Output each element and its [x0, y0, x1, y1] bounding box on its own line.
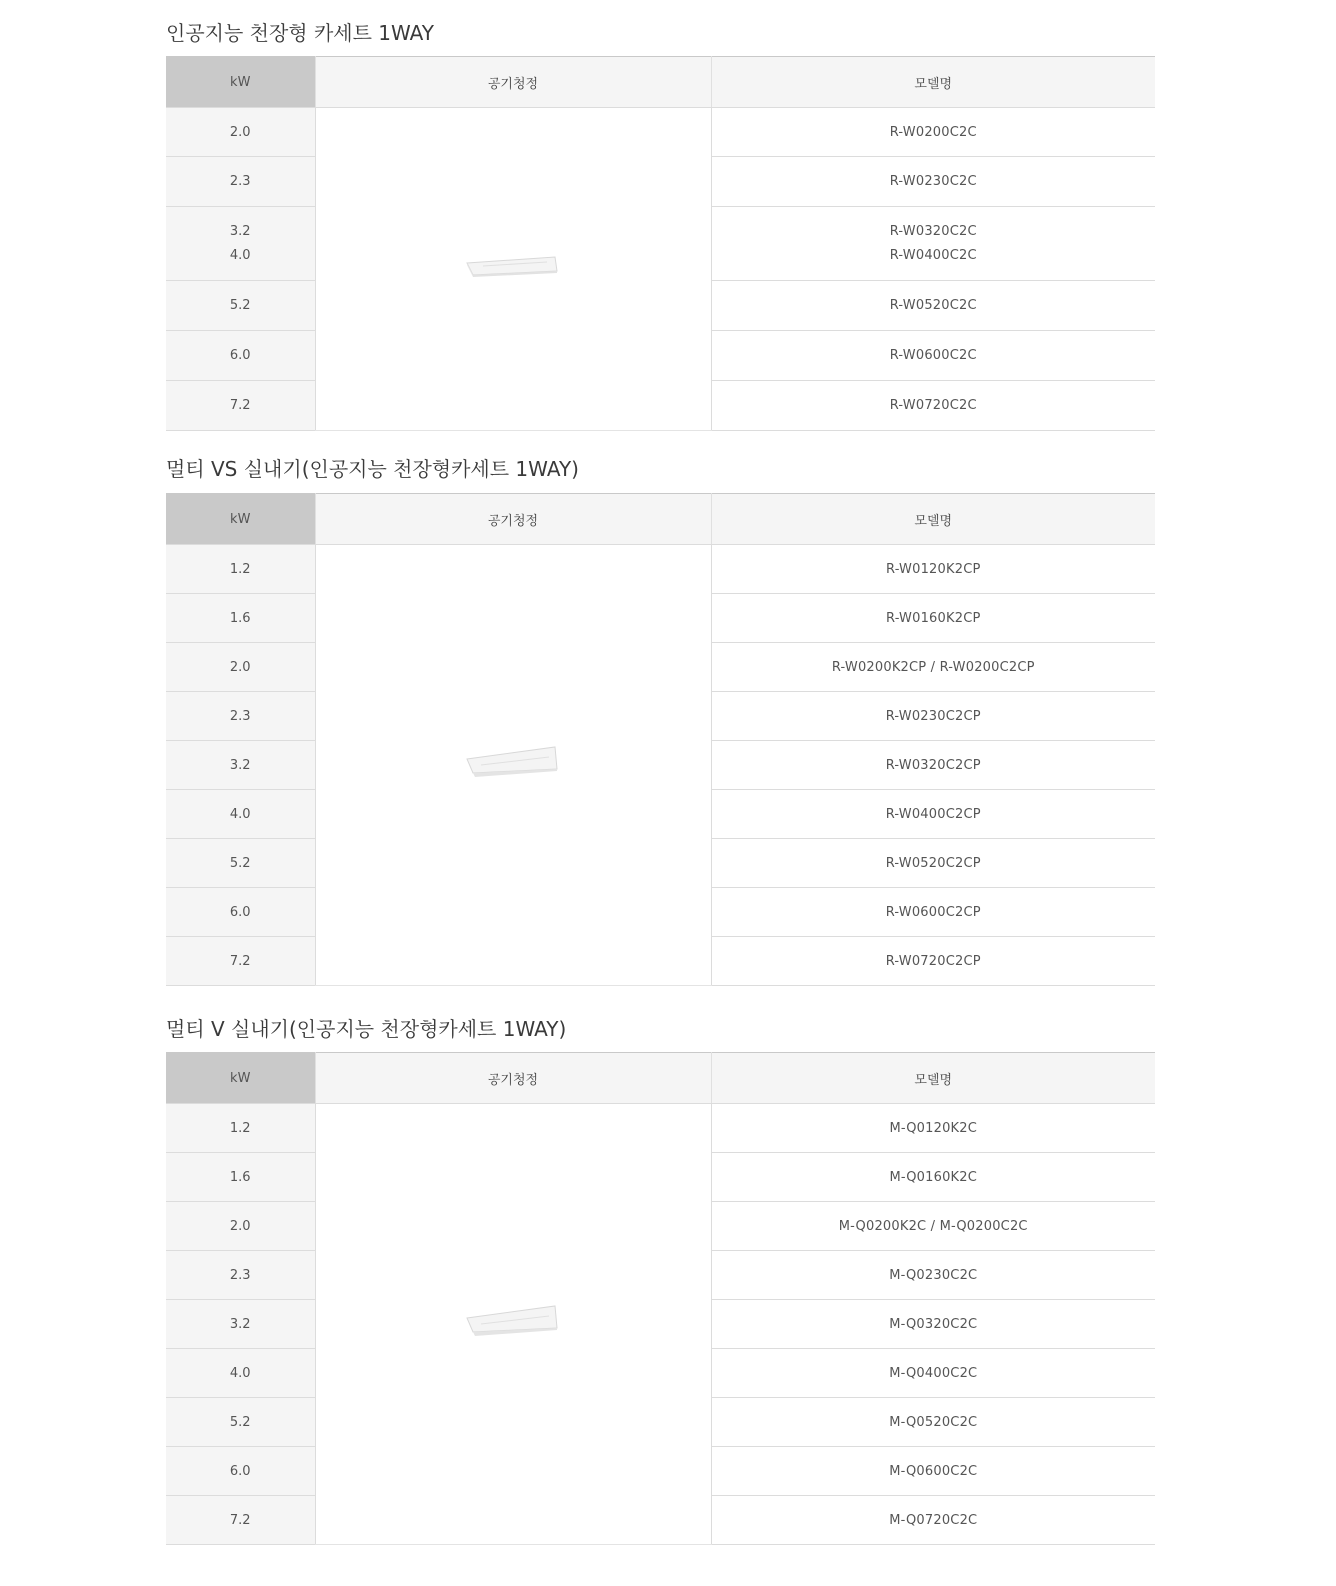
kw-cell: 1.6 [166, 1153, 315, 1202]
kw-cell: 1.2 [166, 545, 315, 594]
model-column-header: 모델명 [711, 57, 1155, 108]
air-purify-column-header: 공기청정 [315, 57, 711, 108]
kw-cell: 4.0 [166, 790, 315, 839]
kw-cell: 1.2 [166, 1104, 315, 1153]
kw-cell: 7.2 [166, 937, 315, 986]
model-cell: M-Q0320C2C [711, 1300, 1155, 1349]
model-cell: M-Q0230C2C [711, 1251, 1155, 1300]
model-cell: R-W0320C2CP [711, 741, 1155, 790]
section-title: 인공지능 천장형 카세트 1WAY [166, 21, 435, 45]
table-row [166, 108, 1155, 157]
table-header-row [166, 57, 1155, 108]
model-cell: M-Q0520C2C [711, 1398, 1155, 1447]
model-cell: R-W0600C2C [711, 331, 1155, 381]
kw-cell: 6.0 [166, 1447, 315, 1496]
kw-cell: 6.0 [166, 888, 315, 937]
spec-table [166, 493, 1155, 986]
model-cell: R-W0200C2C [711, 108, 1155, 157]
model-value: R-W0320C2C [889, 223, 977, 239]
kw-value: 4.0 [229, 247, 251, 263]
model-cell: R-W0720C2C [711, 381, 1155, 431]
spec-table [166, 1052, 1155, 1545]
model-cell: R-W0230C2C [711, 157, 1155, 207]
kw-cell: 2.3 [166, 692, 315, 741]
product-image-cell [315, 1104, 711, 1545]
kw-cell: 7.2 [166, 381, 315, 431]
model-cell: R-W0400C2CP [711, 790, 1155, 839]
kw-cell: 1.6 [166, 594, 315, 643]
kw-cell: 3.2 [166, 741, 315, 790]
ceiling-cassette-unit-icon [463, 1302, 563, 1342]
model-column-header: 모델명 [711, 494, 1155, 545]
table-header-row [166, 1053, 1155, 1104]
kw-value: 3.2 [229, 223, 251, 239]
kw-column-header: kW [166, 1053, 315, 1104]
kw-cell: 2.3 [166, 157, 315, 207]
kw-cell: 5.2 [166, 839, 315, 888]
model-cell: M-Q0200K2C / M-Q0200C2C [711, 1202, 1155, 1251]
table-row [166, 1104, 1155, 1153]
kw-cell: 2.3 [166, 1251, 315, 1300]
model-cell: R-W0120K2CP [711, 545, 1155, 594]
model-cell: R-W0520C2C [711, 281, 1155, 331]
air-purify-column-header: 공기청정 [315, 1053, 711, 1104]
model-cell: R-W0720C2CP [711, 937, 1155, 986]
kw-column-header: kW [166, 57, 315, 108]
model-cell: R-W0520C2CP [711, 839, 1155, 888]
model-value: R-W0400C2C [889, 247, 977, 263]
table-header-row [166, 494, 1155, 545]
kw-cell: 3.2 [166, 1300, 315, 1349]
section-title: 멀티 V 실내기(인공지능 천장형카세트 1WAY) [166, 1017, 567, 1041]
kw-cell: 7.2 [166, 1496, 315, 1545]
model-cell: M-Q0120K2C [711, 1104, 1155, 1153]
model-cell: M-Q0400C2C [711, 1349, 1155, 1398]
model-cell: M-Q0720C2C [711, 1496, 1155, 1545]
kw-cell: 5.2 [166, 1398, 315, 1447]
kw-cell: 4.0 [166, 1349, 315, 1398]
product-image-cell [315, 545, 711, 986]
section-title: 멀티 VS 실내기(인공지능 천장형카세트 1WAY) [166, 457, 579, 481]
kw-cell: 2.0 [166, 108, 315, 157]
kw-cell: 6.0 [166, 331, 315, 381]
model-cell: M-Q0600C2C [711, 1447, 1155, 1496]
model-cell: R-W0600C2CP [711, 888, 1155, 937]
ceiling-cassette-unit-icon [463, 247, 563, 287]
model-cell: M-Q0160K2C [711, 1153, 1155, 1202]
table-row [166, 545, 1155, 594]
model-cell: R-W0200K2CP / R-W0200C2CP [711, 643, 1155, 692]
air-purify-column-header: 공기청정 [315, 494, 711, 545]
kw-cell: 2.0 [166, 1202, 315, 1251]
product-image-cell [315, 108, 711, 431]
model-cell: R-W0160K2CP [711, 594, 1155, 643]
model-cell [711, 207, 1155, 281]
model-cell: R-W0230C2CP [711, 692, 1155, 741]
kw-column-header: kW [166, 494, 315, 545]
kw-cell: 5.2 [166, 281, 315, 331]
kw-cell [166, 207, 315, 281]
model-column-header: 모델명 [711, 1053, 1155, 1104]
ceiling-cassette-unit-icon [463, 743, 563, 783]
spec-table [166, 56, 1155, 431]
kw-cell: 2.0 [166, 643, 315, 692]
